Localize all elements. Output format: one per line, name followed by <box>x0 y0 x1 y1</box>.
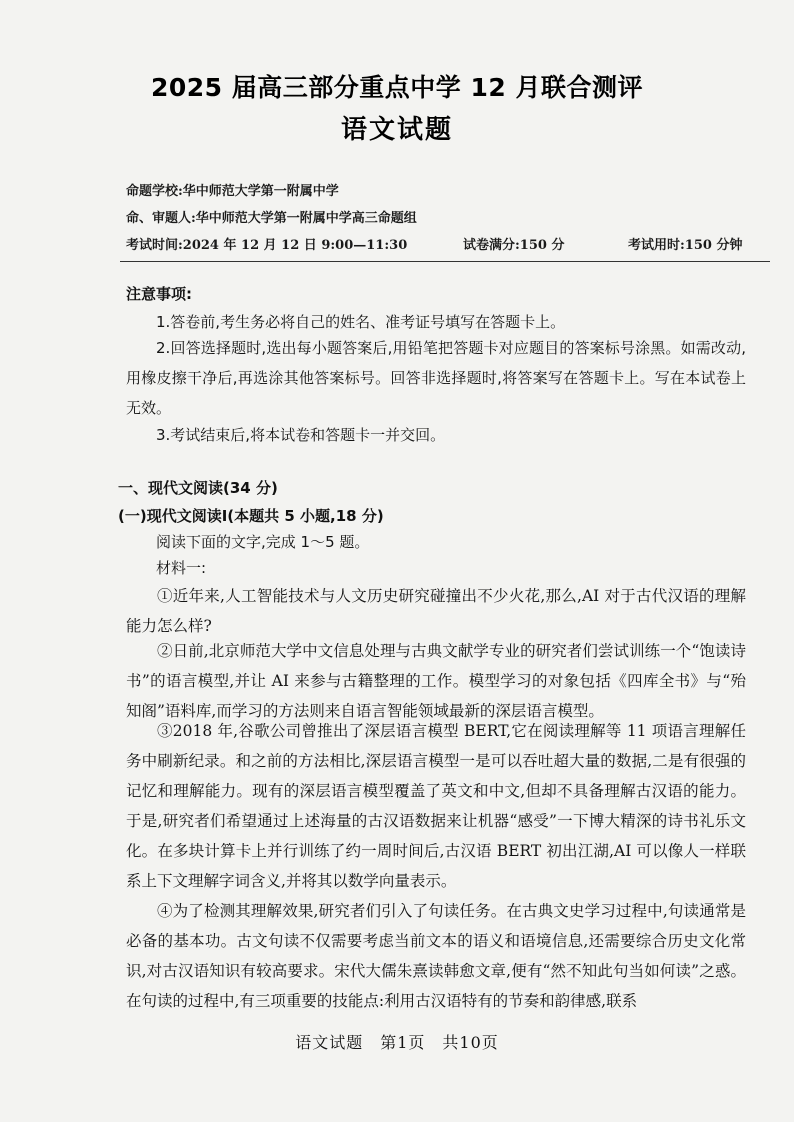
notice-heading: 注意事项: <box>126 285 192 303</box>
material-paragraph-1: ①近年来,人工智能技术与人文历史研究碰撞出不少火花,那么,AI 对于古代汉语的理解能力怎么样? <box>126 587 746 635</box>
meta-school: 命题学校:华中师范大学第一附属中学 <box>126 184 339 199</box>
material-label: 材料一: <box>156 559 207 577</box>
notice-item-1: 1.答卷前,考生务必将自己的姓名、准考证号填写在答题卡上。 <box>156 313 566 331</box>
meta-full-score: 试卷满分:150 分 <box>463 238 565 253</box>
header-divider <box>120 261 770 262</box>
material-paragraph-3: ③2018 年,谷歌公司曾推出了深层语言模型 BERT,它在阅读理解等 11 项语言理解任务中刷新纪录。和之前的方法相比,深层语言模型一是可以吞吐超大量的数据,二是有很强的记忆和理解能力。现有的深层语言模型覆盖了英文和中文,但却不具备理解古汉语的能力。于是,研究者们希望通过上述海量的古汉语数据来让机器“感受”一下博大精深的诗书礼乐文化。在多块计算卡上并行训练了约一周时间后,古汉语 BERT 初出江湖,AI 可以像人一样联系上下文理解字词含义,并将其以数学向量表示。 <box>126 722 746 890</box>
meta-exam-time: 考试时间:2024 年 12 月 12 日 9:00—11:30 <box>126 238 408 253</box>
notice-item-2: 2.回答选择题时,选出每小题答案后,用铅笔把答题卡对应题目的答案标号涂黑。如需改动,用橡皮擦干净后,再选涂其他答案标号。回答非选择题时,将答案写在答题卡上。写在本试卷上无效。 <box>126 339 746 417</box>
material-paragraph-4: ④为了检测其理解效果,研究者们引入了句读任务。在古典文史学习过程中,句读通常是必备的基本功。古文句读不仅需要考虑当前文本的语义和语境信息,还需要综合历史文化常识,对古汉语知识有较高要求。宋代大儒朱熹读韩愈文章,便有“然不知此句当如何读”之惑。在句读的过程中,有三项重要的技能点:利用古汉语特有的节奏和韵律感,联系 <box>126 902 746 1010</box>
section-subheading: (一)现代文阅读Ⅰ(本题共 5 小题,18 分) <box>118 507 384 525</box>
meta-reviewers: 命、审题人:华中师范大学第一附属中学高三命题组 <box>126 211 417 226</box>
section-heading: 一、现代文阅读(34 分) <box>118 479 278 497</box>
meta-duration: 考试用时:150 分钟 <box>628 238 743 253</box>
reading-instruction: 阅读下面的文字,完成 1～5 题。 <box>156 533 370 551</box>
page-footer: 语文试题 第1页 共10页 <box>295 1033 499 1052</box>
exam-subtitle: 语文试题 <box>340 115 453 145</box>
exam-title: 2025 届高三部分重点中学 12 月联合测评 <box>151 73 643 102</box>
notice-item-3: 3.考试结束后,将本试卷和答题卡一并交回。 <box>156 426 446 444</box>
material-paragraph-2: ②日前,北京师范大学中文信息处理与古典文献学专业的研究者们尝试训练一个“饱读诗书”的语言模型,并让 AI 来参与古籍整理的工作。模型学习的对象包括《四库全书》与“殆知阁”语料库,而学习的方法则来自语言智能领域最新的深层语言模型。 <box>126 642 746 720</box>
